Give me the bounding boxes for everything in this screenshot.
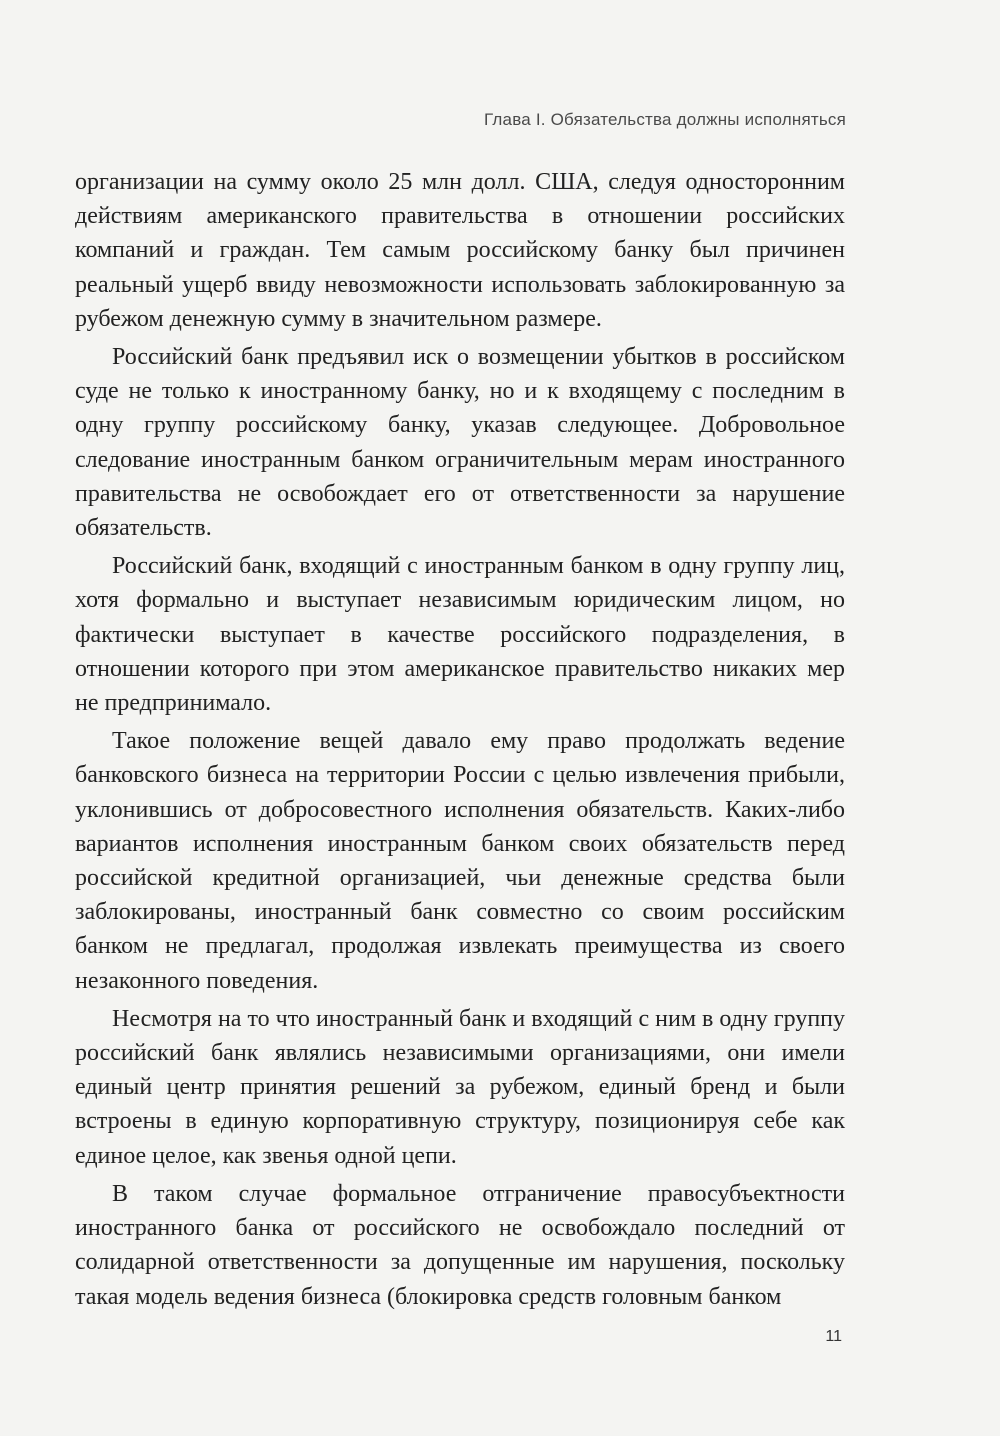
paragraph-single-center: Несмотря на то что иностранный банк и входящий с ним в одну группу российский банк являлись независимыми организациями, они имели единый центр принятия решений за рубежом, единый бренд и были встроены в единую корпоративную структуру, позиционируя себе как единое целое, как звенья одной цепи. [75,1005,845,1169]
paragraph-group-entity: Российский банк, входящий с иностранным банком в одну группу лиц, хотя формально и выступает независимым юридическим лицом, но фактически выступает в качестве российского подразделения, в отношении которого при этом американское правительство никаких мер не предпринимало. [75,553,845,717]
paragraph-continued: организации на сумму около 25 млн долл. США, следуя односторонним действиям американского правительства в отношении российских компаний и граждан. Тем самым российскому банку был причинен реальный ущерб ввиду невозможности использовать заблокированную за рубежом денежную сумму в значительном размере. [75,169,845,332]
paragraph-business-continuation: Такое положение вещей давало ему право продолжать ведение банковского бизнеса на территории России с целью извлечения прибыли, уклонившись от добросовестного исполнения обязательств. Каких-либо вариантов исполнения иностранным банком своих обязательств перед российской кредитной организацией, чьи денежные средства были заблокированы, иностранный банк совместно со своим российским банком не предлагал, продолжая извлекать преимущества из своего незаконного поведения. [75,728,845,994]
running-head: Глава I. Обязательства должны исполняться [483,110,846,129]
body-text [75,165,845,1318]
paragraph-lawsuit: Российский банк предъявил иск о возмещении убытков в российском суде не только к иностранному банку, но и к входящему с последним в одну группу российскому банку, указав следующее. Добровольное следование иностранным банком ограничительным мерам иностранного правительства не освобождает его от ответственности за нарушение обязательств. [75,344,845,542]
page-number: 11 [825,1328,842,1345]
paragraph-solidary-liability: В таком случае формальное отграничение правосубъектности иностранного банка от российского не освобождало последний от солидарной ответственности за допущенные им нарушения, поскольку такая модель ведения бизнеса (блокировка средств головным банком [75,1180,845,1310]
